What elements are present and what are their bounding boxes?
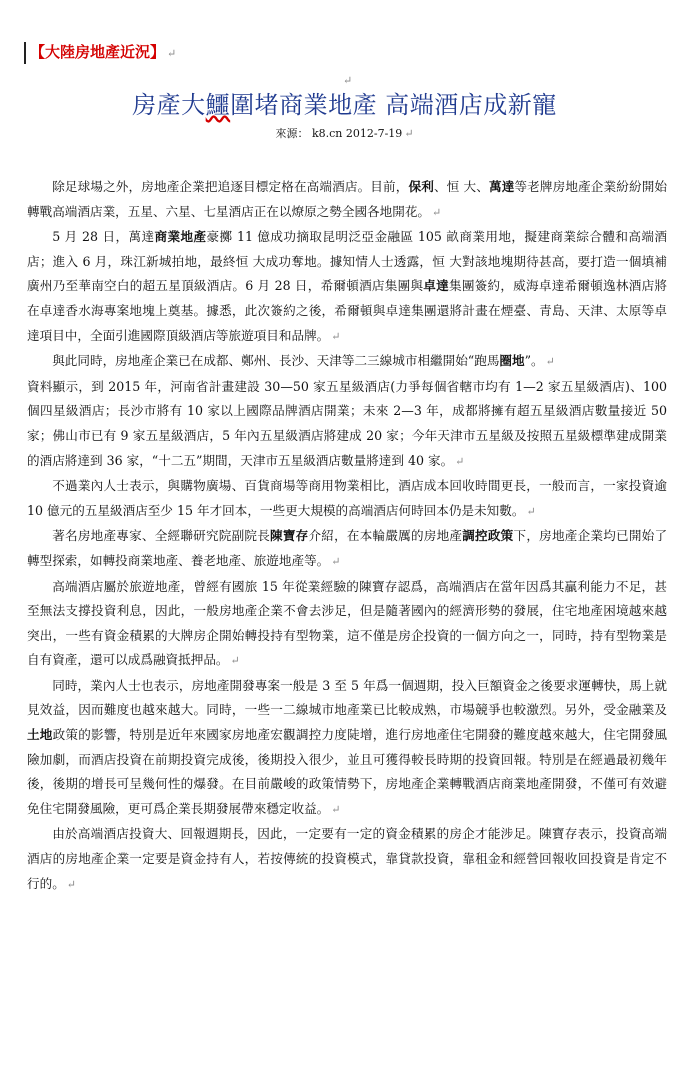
section-tag-text: 【大陸房地產近況】: [30, 43, 166, 61]
article-body: [27, 175, 667, 897]
paragraph-mark-icon: ↵: [331, 329, 341, 343]
title-text: 圍堵商業地產 高端酒店成新寵: [230, 91, 557, 119]
source-site: k8.cn: [311, 127, 343, 140]
title-text: 鱷: [205, 91, 231, 119]
source-label: 來源：: [275, 127, 309, 140]
paragraph-mark-icon: ↵: [167, 47, 177, 60]
article-source: [0, 126, 689, 142]
paragraph-mark-icon: ↵: [66, 877, 76, 891]
paragraph-mark-icon: ↵: [432, 205, 442, 219]
paragraph-mark-icon: ↵: [404, 127, 414, 140]
source-date: 2012-7-19: [345, 127, 403, 140]
paragraph: 資料顯示，到 2015 年，河南省計畫建設 30—50 家五星級酒店(力爭每個省轄市均有 1—2 家五星級酒店)、100 個四星級酒店；長沙市將有 10 家以上國際品牌酒店開業；未來 2—3 年，成都將擁有超五星級酒店數量接近 50 家；佛山市已有 9 家五星級酒店，5 年內五星級酒店將建成 20 家；今年天津市五星級及按照五星級標準建成開業的酒店將達到 36 家，“十二五”期間，天津市五星級酒店數量將達到 40 家。 ↵: [27, 378, 667, 468]
paragraph-mark-icon: ↵: [455, 454, 465, 468]
paragraph: 除足球場之外，房地產企業把追逐目標定格在高端酒店。目前，保利、恒 大、萬達等老牌房地產企業紛紛開始轉戰高端酒店業，五星、六星、七星酒店正在以燎原之勢全國各地開花。 ↵: [27, 179, 668, 219]
paragraph-mark-icon: ↵: [230, 654, 240, 668]
paragraph-mark-icon: ↵: [545, 355, 555, 369]
section-tag: [24, 42, 176, 64]
paragraph: 同時，業內人士也表示，房地產開發專案一般是 3 至 5 年爲一個週期，投入巨額資金之後要求運轉快，馬上就見效益，因而難度也越來越大。同時，一些一二線城市地產業已比較成熟，市場競爭也較激烈。另外，受金融業及土地政策的影響，特別是近年來國家房地產宏觀調控力度陡增，進行房地產住宅開發的難度越來越大，住宅開發風險加劇，而酒店投資在前期投資完成後，後期投入很少，並且可獲得較長時期的投資回報。特別是在經過最初幾年後，後期的增長可呈幾何性的爆發。在目前嚴峻的政策情勢下，房地產企業轉戰酒店商業地產開發，不僅可有效避免住宅開發風險，更可爲企業長期發展帶來穩定收益。 ↵: [27, 677, 668, 816]
paragraph: 高端酒店屬於旅遊地產，曾經有國旅 15 年從業經驗的陳寶存認爲，高端酒店在當年因爲其贏利能力不足，甚至無法支撐投資利息，因此，一般房地產企業不會去涉足，但是隨著國內的經濟形勢的發展，住宅地產困境越來越突出，一些有資金積累的大牌房企開始轉投持有型物業，這不僅是房企投資的一個方向之一，同時，持有型物業是自有資產，還可以成爲融資抵押品。 ↵: [27, 578, 667, 668]
paragraph: 不過業內人士表示，與購物廣場、百貨商場等商用物業相比，酒店成本回收時間更長，一般而言，一家投資逾 10 億元的五星級酒店至少 15 年才回本，一些更大規模的高端酒店何時回本仍是未知數。 ↵: [27, 478, 667, 518]
paragraph-mark-icon: ↵: [331, 802, 341, 816]
paragraph-mark-icon: ↵: [331, 554, 341, 568]
paragraph: 5 月 28 日，萬達商業地產豪擲 11 億成功摘取昆明泛亞金融區 105 畝商業用地，擬建商業綜合體和高端酒店；進入 6 月，珠江新城拍地，最終恒 大成功奪地。據知情人士透露，恒 大對該地塊期待甚高，要打造一個填補廣州乃至華南空白的超五星頂級酒店。6 月 28 日，希爾頓酒店集團與卓達集團簽約，威海卓達希爾頓逸林酒店將在卓達香水海專案地塊上奠基。據悉，此次簽約之後，希爾頓與卓達集團還將計畫在煙臺、青島、天津、太原等卓達項目中，全面引進國際頂級酒店等旅遊項目和品牌。 ↵: [27, 229, 668, 343]
paragraph: 由於高端酒店投資大、回報週期長，因此，一定要有一定的資金積累的房企才能涉足。陳寶存表示，投資高端酒店的房地產企業一定要是資金持有人，若按傳統的投資模式，靠貸款投資，靠租金和經營回報收回投資是肯定不行的。 ↵: [27, 826, 667, 891]
paragraph: 與此同時，房地產企業已在成都、鄭州、長沙、天津等二三線城市相繼開始“跑馬圈地”。 ↵: [52, 353, 555, 369]
paragraph: 著名房地產專家、全經聯研究院副院長陳寶存介紹，在本輪嚴厲的房地產調控政策下，房地產企業均已開始了轉型探索，如轉投商業地產、養老地產、旅遊地產等。 ↵: [27, 528, 668, 568]
paragraph-mark-icon: ↵: [343, 74, 353, 87]
title-text: 房產大: [132, 91, 206, 119]
paragraph-mark-icon: ↵: [526, 504, 536, 518]
article-title: [0, 88, 689, 122]
